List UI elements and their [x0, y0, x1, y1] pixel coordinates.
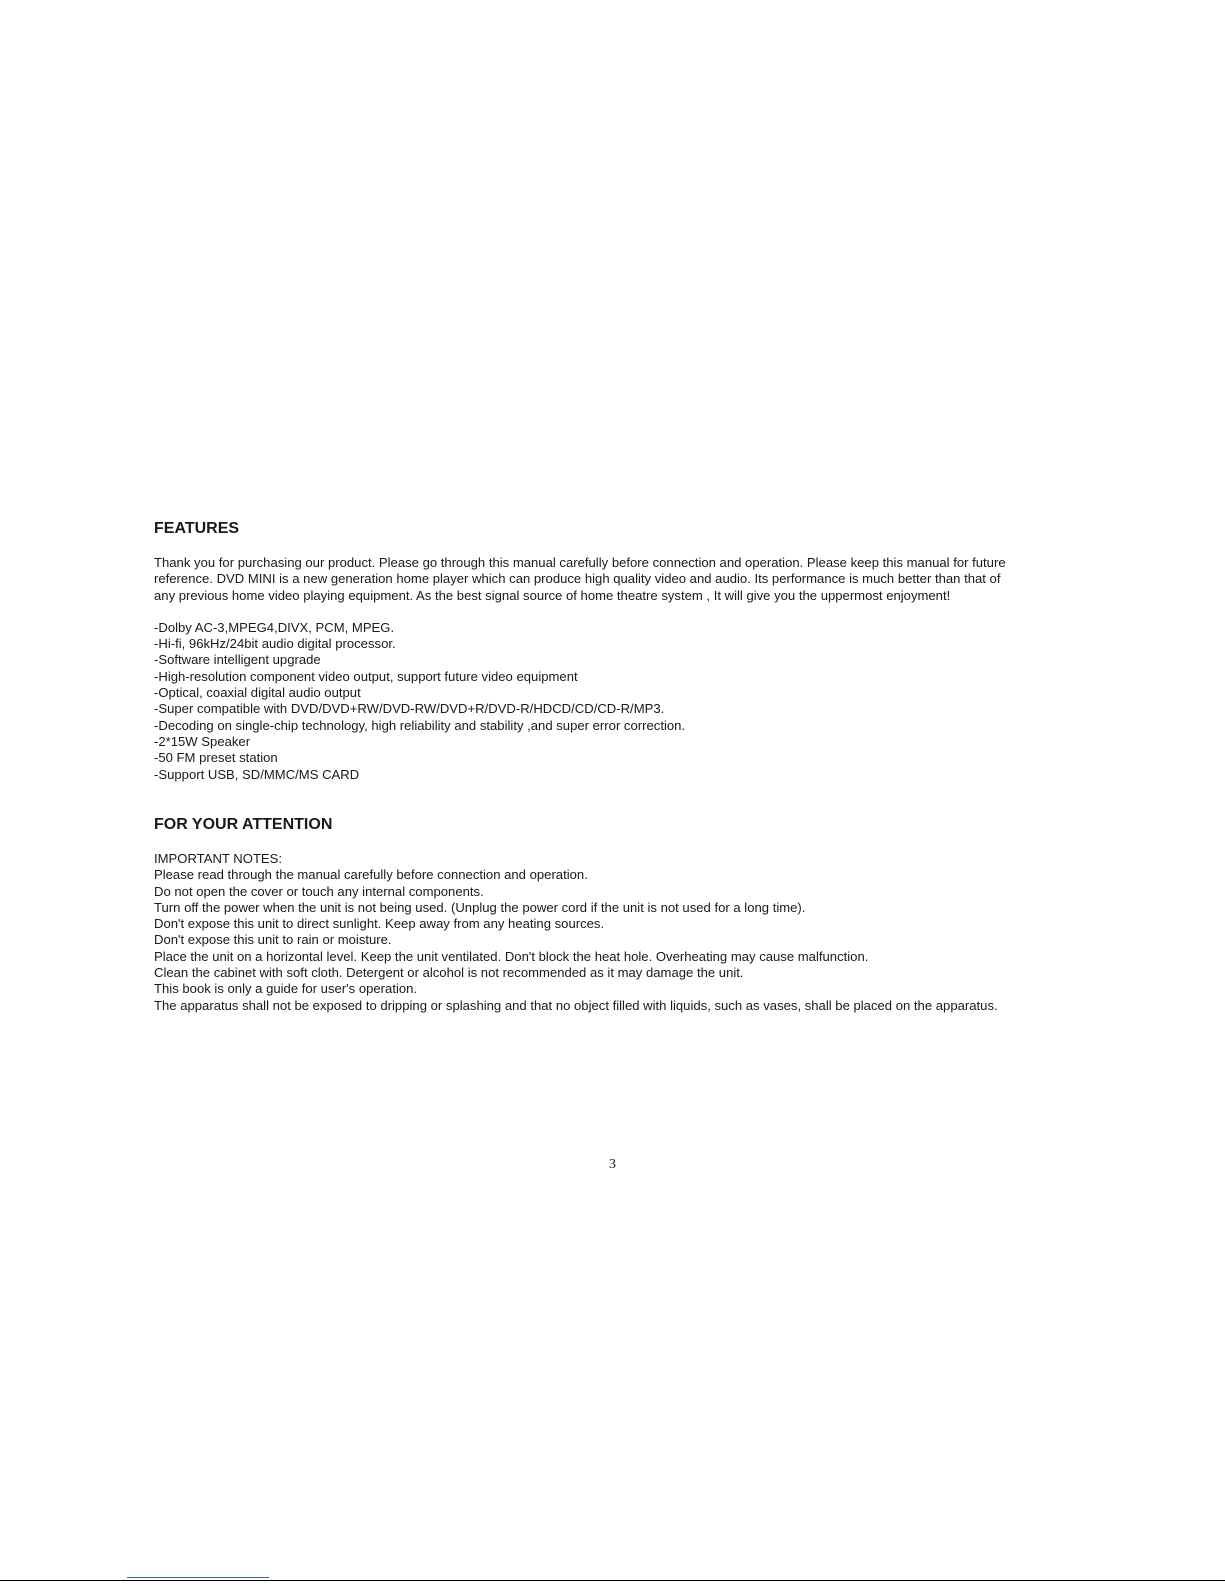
features-intro [154, 555, 1094, 604]
notes-list [154, 867, 1094, 1014]
feature-item: -Dolby AC-3,MPEG4,DIVX, PCM, MPEG. [154, 619, 395, 635]
feature-item: -2*15W Speaker [154, 733, 251, 749]
note-item: This book is only a guide for user's operation. [154, 981, 418, 997]
feature-item: -Hi-fi, 96kHz/24bit audio digital processor. [154, 636, 396, 652]
note-item: Turn off the power when the unit is not being used. (Unplug the power cord if the unit is not used for a long time). [154, 899, 806, 915]
intro-line: reference. DVD MINI is a new generation home player which can produce high quality video and audio. Its performance is much better than that of [154, 571, 1001, 587]
feature-item: -High-resolution component video output, support future video equipment [154, 668, 578, 684]
feature-item: -Support USB, SD/MMC/MS CARD [154, 766, 360, 782]
note-item: Don't expose this unit to rain or moisture. [154, 932, 392, 948]
feature-item: -Decoding on single-chip technology, high reliability and stability ,and super error correction. [154, 717, 686, 733]
note-item: Clean the cabinet with soft cloth. Detergent or alcohol is not recommended as it may damage the unit. [154, 965, 744, 981]
note-item: Don't expose this unit to direct sunlight. Keep away from any heating sources. [154, 916, 605, 932]
note-item: Please read through the manual carefully before connection and operation. [154, 867, 588, 883]
footer-divider [0, 1580, 1225, 1581]
feature-item: -Super compatible with DVD/DVD+RW/DVD-RW/DVD+R/DVD-R/HDCD/CD/CD-R/MP3. [154, 701, 665, 717]
important-notes-title: IMPORTANT NOTES: [154, 851, 283, 866]
page-number: 3 [609, 1157, 616, 1172]
features-section [154, 519, 1094, 783]
features-heading: FEATURES [154, 520, 240, 537]
feature-list [154, 620, 1094, 783]
note-item: Place the unit on a horizontal level. Keep the unit ventilated. Don't block the heat hole. Overheating may cause malfunction. [154, 948, 869, 964]
attention-heading: FOR YOUR ATTENTION [154, 816, 333, 833]
attention-section [154, 815, 1094, 1014]
feature-item: -Optical, coaxial digital audio output [154, 685, 361, 701]
footer-link-underline [127, 1577, 269, 1578]
intro-line: Thank you for purchasing our product. Please go through this manual carefully before connection and operation. Please keep this manual for future [154, 555, 1006, 570]
note-item: Do not open the cover or touch any internal components. [154, 883, 484, 899]
feature-item: -Software intelligent upgrade [154, 652, 321, 668]
feature-item: -50 FM preset station [154, 750, 278, 766]
note-item: The apparatus shall not be exposed to dripping or splashing and that no object filled with liquids, such as vases, shall be placed on the apparatus. [154, 997, 998, 1013]
intro-line: any previous home video playing equipment. As the best signal source of home theatre system , It will give you the uppermost enjoyment! [154, 587, 951, 603]
